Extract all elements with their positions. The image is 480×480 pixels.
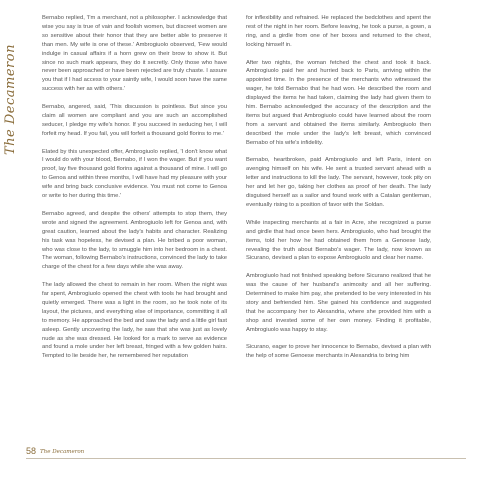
footer-title: The Decameron bbox=[40, 449, 85, 455]
paragraph: Bernabo, heartbroken, paid Ambrogiuolo and left Paris, intent on avenging himself on his wife. He sent a trusted servant ahead with a letter and instructions to kill the lady. The servant, however, took pity on her and let her go, taking her clothes as proof of her death. The lady disguised herself as a sailor and found work with a Catalan gentleman, eventually rising to a position of favor with the Soldan. bbox=[246, 157, 431, 208]
right-column bbox=[246, 14, 431, 370]
footer-rule bbox=[26, 458, 466, 459]
paragraph: Bernabo agreed, and despite the others' attempts to stop them, they wrote and signed the agreement. Ambrogiuolo left for Genoa and, with great caution, learned about the lady's habits and character. Realizing his task was hopeless, he devised a plan. He bribed a poor woman, who was close to the lady, to smuggle him into her bedroom in a chest. The woman, following Bernabo's instructions, convinced the lady to take charge of the chest for a few days while she was away. bbox=[42, 210, 227, 271]
paragraph: The lady allowed the chest to remain in her room. When the night was far spent, Ambrogiuolo opened the chest with tools he had brought and quietly emerged. There was a light in the room, so he took note of its layout, the pictures, and everything else of importance, committing it all to memory. He approached the bed and saw the lady and a little girl fast asleep. Gently uncovering the lady, he saw that she was just as lovely nude as she was dressed. He looked for a mark to serve as evidence and found a mole under her left breast, fringed with a few golden hairs. Tempted to lie beside her, he remembered her reputation bbox=[42, 282, 227, 360]
paragraph: Elated by this unexpected offer, Ambrogiuolo replied, 'I don't know what I would do with your blood, Bernabo, if I won the wager. But if you want proof, lay five thousand gold florins against a thousand of mine. I will go to Genoa and within three months, I will have had my pleasure with your wife and bring back conclusive evidence. You must not come to Genoa or write to her during this time.' bbox=[42, 148, 227, 200]
paragraph: Sicurano, eager to prove her innocence to Bernabo, devised a plan with the help of some Genoese merchants in Alexandria to bring him bbox=[246, 344, 431, 360]
paragraph: Ambrogiuolo had not finished speaking before Sicurano realized that he was the cause of her husband's animosity and all her suffering. Determined to make him pay, she pretended to be very interested in his story and befriended him. She gained his confidence and suggested that he accompany her to Alexandria, where she provided him with a shop and invested some of her own money. Finding it profitable, Ambrogiuolo was happy to stay. bbox=[246, 273, 431, 333]
running-title: The Decameron bbox=[3, 44, 18, 155]
paragraph: for inflexibility and refrained. He replaced the bedclothes and spent the rest of the night in her room. Before leaving, he took a purse, a gown, a ring, and a girdle from one of her boxes and returned to the chest, locking himself in. bbox=[246, 15, 431, 48]
page-number: 58 bbox=[26, 446, 37, 456]
paragraph: Bernabo replied, 'I'm a merchant, not a philosopher. I acknowledge that wise you say is true of vain and foolish women, but discreet women are so sensitive about their honor that they are better able to preserve it than men. My wife is one of these.' Ambrogiuolo observed, 'Few would indulge in casual affairs if a horn grew on their brow to show it. But since no such mark appears, they do it secretly. Only those who have never been approached or have been rejected are truly chaste. I assure you that if I had access to your saintly wife, I would soon have the same success with her as with others.' bbox=[42, 15, 227, 93]
left-column bbox=[42, 14, 227, 370]
paragraph: While inspecting merchants at a fair in Acre, she recognized a purse and girdle that had once been hers. Ambrogiuolo, who had brought the items, told her how he had obtained them from a Genoese lady, revealing the truth about Bernabo's wager. The lady, now known as Sicurano, devised a plan to expose Ambrogiuolo and clear her name. bbox=[246, 219, 431, 262]
paragraph: After two nights, the woman fetched the chest and took it back. Ambrogiuolo paid her and hurried back to Paris, arriving within the appointed time. In the presence of the merchants who witnessed the wager, he told Bernabo that he had won. He described the room and displayed the items he had taken, claiming the lady had given them to him. Bernabo acknowledged the accuracy of the description and the items but argued that Ambrogiuolo could have learned about the room from a servant and obtained the items similarly. Ambrogiuolo then described the mole under the lady's left breast, which convinced Bernabo of his wife's infidelity. bbox=[246, 59, 431, 146]
paragraph: Bernabo, angered, said, 'This discussion is pointless. But since you claim all women are compliant and you are such an accomplished seducer, I pledge my wife's honor. If you succeed in seducing her, I will forfeit my head. If you fail, you will forfeit a thousand gold florins to me.' bbox=[42, 104, 227, 137]
